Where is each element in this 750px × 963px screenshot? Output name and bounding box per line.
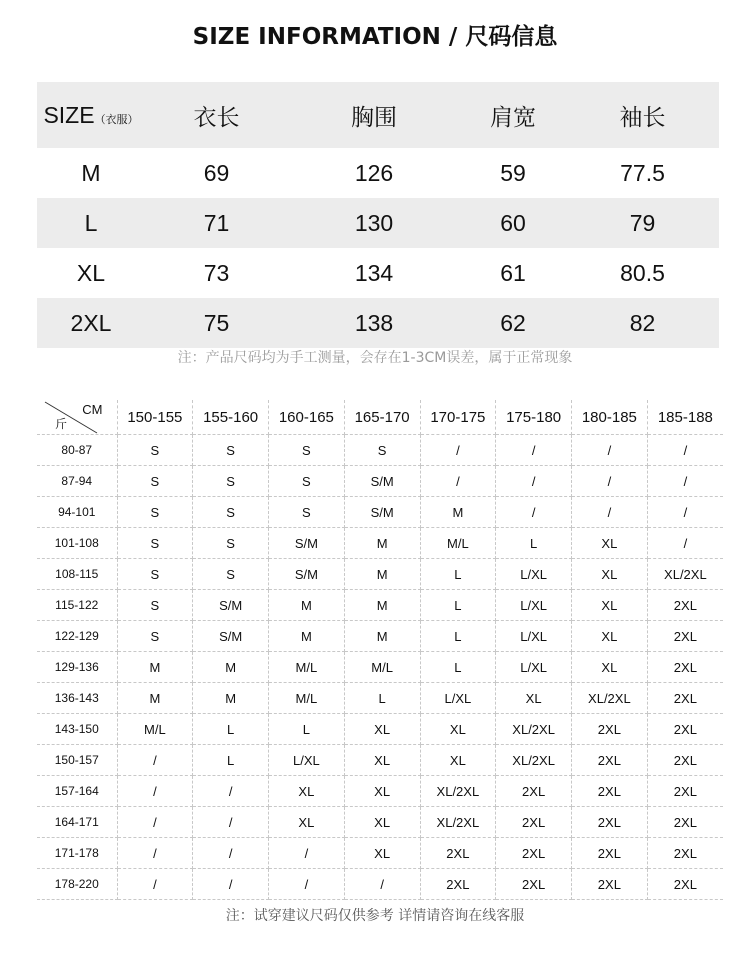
- size-header-sub: （衣服）: [94, 113, 139, 126]
- recommended-size-cell: /: [117, 869, 193, 900]
- shoulder-cell: 62: [460, 298, 566, 348]
- recommended-size-cell: 2XL: [496, 776, 572, 807]
- weight-row: [37, 838, 723, 869]
- recommended-size-cell: XL/2XL: [420, 807, 496, 838]
- recommended-size-cell: S/M: [269, 559, 345, 590]
- recommended-size-cell: S: [117, 435, 193, 466]
- size-cell: M: [81, 159, 101, 186]
- recommended-size-cell: S: [117, 559, 193, 590]
- recommended-size-cell: L: [269, 714, 345, 745]
- corner-cm-label: CM: [82, 402, 103, 417]
- size-cell: L: [37, 198, 145, 248]
- recommended-size-cell: XL: [420, 745, 496, 776]
- size-measurement-table: [37, 82, 719, 348]
- recommended-size-cell: XL: [344, 807, 420, 838]
- recommended-size-cell: XL: [344, 714, 420, 745]
- size-table-header: [37, 82, 719, 148]
- recommended-size-cell: S: [193, 435, 269, 466]
- corner-jin-label: 斤: [55, 417, 68, 431]
- recommended-size-cell: M: [344, 528, 420, 559]
- recommended-size-cell: 2XL: [420, 869, 496, 900]
- weight-row: [37, 714, 723, 745]
- recommended-size-cell: M: [117, 683, 193, 714]
- recommended-size-cell: S: [117, 497, 193, 528]
- recommended-size-cell: S/M: [193, 621, 269, 652]
- recommended-size-cell: S: [269, 466, 345, 497]
- recommended-size-cell: M/L: [269, 652, 345, 683]
- size-column-header: [37, 82, 145, 148]
- shoulder-column-header: 肩宽: [460, 82, 566, 148]
- weight-range-cell: 143-150: [37, 714, 117, 745]
- weight-row: [37, 528, 723, 559]
- recommended-size-cell: 2XL: [420, 838, 496, 869]
- weight-range-cell: 136-143: [37, 683, 117, 714]
- recommended-size-cell: XL/2XL: [496, 745, 572, 776]
- recommended-size-cell: M: [193, 683, 269, 714]
- recommended-size-cell: L/XL: [496, 590, 572, 621]
- size-cell: XL: [76, 259, 106, 286]
- height-header: 185-188: [647, 400, 723, 435]
- recommended-size-cell: M: [420, 497, 496, 528]
- weight-row: [37, 466, 723, 497]
- recommended-size-cell: XL/2XL: [496, 714, 572, 745]
- recommended-size-cell: S: [117, 590, 193, 621]
- height-weight-table-body: [37, 400, 723, 900]
- shoulder-cell: 61: [500, 259, 526, 286]
- recommended-size-cell: L: [193, 714, 269, 745]
- recommended-size-cell: L: [420, 652, 496, 683]
- height-header: 180-185: [572, 400, 648, 435]
- recommended-size-cell: XL: [572, 621, 648, 652]
- weight-range-cell: 122-129: [37, 621, 117, 652]
- chest-column-header: 胸围: [288, 82, 460, 148]
- recommended-size-cell: /: [496, 497, 572, 528]
- recommended-size-cell: M/L: [269, 683, 345, 714]
- recommended-size-cell: L/XL: [496, 621, 572, 652]
- recommended-size-cell: S/M: [193, 590, 269, 621]
- recommended-size-cell: 2XL: [647, 869, 723, 900]
- weight-range-cell: 164-171: [37, 807, 117, 838]
- chest-cell: 138: [288, 298, 460, 348]
- recommended-size-cell: L/XL: [496, 652, 572, 683]
- length-cell: 71: [145, 198, 288, 248]
- height-header: 170-175: [420, 400, 496, 435]
- recommended-size-cell: 2XL: [572, 807, 648, 838]
- shoulder-cell: 59: [500, 159, 526, 186]
- recommended-size-cell: XL: [269, 807, 345, 838]
- recommended-size-cell: L: [420, 621, 496, 652]
- recommended-size-cell: 2XL: [647, 683, 723, 714]
- recommended-size-cell: M/L: [420, 528, 496, 559]
- weight-range-cell: 129-136: [37, 652, 117, 683]
- recommended-size-cell: /: [193, 869, 269, 900]
- recommended-size-cell: M/L: [344, 652, 420, 683]
- recommended-size-cell: /: [572, 497, 648, 528]
- recommended-size-cell: XL: [344, 745, 420, 776]
- recommended-size-cell: 2XL: [647, 807, 723, 838]
- page-title: SIZE INFORMATION / 尺码信息: [192, 24, 558, 50]
- sleeve-cell: 79: [566, 198, 719, 248]
- sleeve-cell: 77.5: [620, 159, 665, 186]
- height-weight-size-table: [37, 400, 723, 900]
- length-cell: 69: [203, 159, 230, 186]
- recommended-size-cell: 2XL: [647, 621, 723, 652]
- recommended-size-cell: M: [269, 621, 345, 652]
- recommended-size-cell: /: [496, 466, 572, 497]
- recommended-size-cell: XL: [572, 559, 648, 590]
- weight-row: [37, 807, 723, 838]
- recommended-size-cell: /: [117, 838, 193, 869]
- weight-range-cell: 150-157: [37, 745, 117, 776]
- recommended-size-cell: S: [117, 466, 193, 497]
- recommended-size-cell: L: [193, 745, 269, 776]
- size-cell: 2XL: [37, 298, 145, 348]
- recommended-size-cell: XL/2XL: [420, 776, 496, 807]
- recommended-size-cell: 2XL: [647, 590, 723, 621]
- recommended-size-cell: XL: [344, 776, 420, 807]
- recommended-size-cell: S: [193, 466, 269, 497]
- weight-row: [37, 621, 723, 652]
- recommended-size-cell: L: [496, 528, 572, 559]
- recommended-size-cell: /: [193, 807, 269, 838]
- size-row: [37, 148, 719, 198]
- sleeve-column-header: 袖长: [566, 82, 719, 148]
- recommended-size-cell: M: [269, 590, 345, 621]
- length-cell: 73: [203, 259, 230, 286]
- weight-range-cell: 178-220: [37, 869, 117, 900]
- recommended-size-cell: L: [420, 559, 496, 590]
- recommended-size-cell: /: [193, 838, 269, 869]
- height-header: 175-180: [496, 400, 572, 435]
- length-cell: 75: [145, 298, 288, 348]
- measurement-note: 注：产品尺码均为手工测量，会存在1-3CM误差，属于正常现象: [177, 350, 573, 366]
- recommended-size-cell: S: [193, 497, 269, 528]
- recommended-size-cell: 2XL: [572, 869, 648, 900]
- recommended-size-cell: L: [344, 683, 420, 714]
- recommended-size-cell: /: [647, 528, 723, 559]
- shoulder-cell: 60: [460, 198, 566, 248]
- recommended-size-cell: /: [269, 838, 345, 869]
- recommended-size-cell: 2XL: [647, 776, 723, 807]
- length-column-header: 衣长: [145, 82, 288, 148]
- recommended-size-cell: /: [572, 435, 648, 466]
- recommended-size-cell: S: [193, 528, 269, 559]
- recommended-size-cell: /: [193, 776, 269, 807]
- recommended-size-cell: M/L: [117, 714, 193, 745]
- recommended-size-cell: L/XL: [269, 745, 345, 776]
- recommended-size-cell: 2XL: [647, 652, 723, 683]
- weight-range-cell: 87-94: [37, 466, 117, 497]
- recommended-size-cell: 2XL: [496, 869, 572, 900]
- diagonal-divider: [37, 400, 117, 434]
- size-header-label: SIZE: [43, 101, 95, 128]
- size-row: [37, 198, 719, 248]
- size-row: [37, 298, 719, 348]
- recommended-size-cell: L/XL: [496, 559, 572, 590]
- weight-row: [37, 435, 723, 466]
- sleeve-cell: 80.5: [620, 259, 665, 286]
- recommended-size-cell: 2XL: [647, 745, 723, 776]
- recommended-size-cell: XL: [572, 528, 648, 559]
- chest-cell: 134: [354, 259, 394, 286]
- weight-row: [37, 652, 723, 683]
- recommended-size-cell: 2XL: [496, 807, 572, 838]
- recommended-size-cell: M: [193, 652, 269, 683]
- recommended-size-cell: XL/2XL: [572, 683, 648, 714]
- recommended-size-cell: 2XL: [572, 745, 648, 776]
- recommended-size-cell: M: [117, 652, 193, 683]
- height-header: 160-165: [269, 400, 345, 435]
- recommended-size-cell: XL: [269, 776, 345, 807]
- weight-row: [37, 683, 723, 714]
- weight-range-cell: 101-108: [37, 528, 117, 559]
- recommended-size-cell: XL: [572, 652, 648, 683]
- height-header: 150-155: [117, 400, 193, 435]
- recommended-size-cell: S/M: [269, 528, 345, 559]
- recommended-size-cell: 2XL: [496, 838, 572, 869]
- chest-cell: 130: [288, 198, 460, 248]
- weight-row: [37, 497, 723, 528]
- recommended-size-cell: 2XL: [647, 838, 723, 869]
- weight-range-cell: 157-164: [37, 776, 117, 807]
- weight-row: [37, 559, 723, 590]
- recommended-size-cell: M: [344, 621, 420, 652]
- recommended-size-cell: /: [647, 497, 723, 528]
- weight-range-cell: 94-101: [37, 497, 117, 528]
- recommended-size-cell: S/M: [344, 497, 420, 528]
- recommended-size-cell: 2XL: [572, 714, 648, 745]
- recommended-size-cell: M: [344, 559, 420, 590]
- recommended-size-cell: S: [193, 559, 269, 590]
- recommended-size-cell: /: [572, 466, 648, 497]
- recommended-size-cell: S: [269, 497, 345, 528]
- recommended-size-cell: S/M: [344, 466, 420, 497]
- recommended-size-cell: /: [344, 869, 420, 900]
- recommended-size-cell: /: [117, 745, 193, 776]
- weight-row: [37, 776, 723, 807]
- weight-row: [37, 869, 723, 900]
- recommended-size-cell: /: [420, 435, 496, 466]
- chest-cell: 126: [354, 159, 394, 186]
- recommended-size-cell: /: [117, 776, 193, 807]
- recommended-size-cell: S: [344, 435, 420, 466]
- recommended-size-cell: XL: [344, 838, 420, 869]
- recommended-size-cell: /: [117, 807, 193, 838]
- height-header-row: [37, 400, 723, 435]
- recommended-size-cell: /: [420, 466, 496, 497]
- size-row: [37, 248, 719, 298]
- weight-range-cell: 108-115: [37, 559, 117, 590]
- height-header: 165-170: [344, 400, 420, 435]
- corner-cell: [37, 400, 117, 435]
- recommended-size-cell: 2XL: [572, 776, 648, 807]
- recommended-size-cell: XL: [572, 590, 648, 621]
- weight-row: [37, 745, 723, 776]
- recommended-size-cell: XL: [496, 683, 572, 714]
- weight-range-cell: 115-122: [37, 590, 117, 621]
- recommended-size-cell: S: [269, 435, 345, 466]
- recommended-size-cell: /: [496, 435, 572, 466]
- sleeve-cell: 82: [566, 298, 719, 348]
- recommended-size-cell: L: [420, 590, 496, 621]
- weight-range-cell: 171-178: [37, 838, 117, 869]
- recommended-size-cell: 2XL: [572, 838, 648, 869]
- height-header: 155-160: [193, 400, 269, 435]
- recommended-size-cell: XL: [420, 714, 496, 745]
- weight-row: [37, 590, 723, 621]
- recommended-size-cell: M: [344, 590, 420, 621]
- recommended-size-cell: /: [647, 466, 723, 497]
- recommended-size-cell: /: [647, 435, 723, 466]
- recommended-size-cell: S: [117, 621, 193, 652]
- fit-advice-note: 注：试穿建议尺码仅供参考 详情请咨询在线客服: [225, 908, 525, 924]
- recommended-size-cell: XL/2XL: [647, 559, 723, 590]
- recommended-size-cell: 2XL: [647, 714, 723, 745]
- weight-range-cell: 80-87: [37, 435, 117, 466]
- recommended-size-cell: L/XL: [420, 683, 496, 714]
- recommended-size-cell: /: [269, 869, 345, 900]
- recommended-size-cell: S: [117, 528, 193, 559]
